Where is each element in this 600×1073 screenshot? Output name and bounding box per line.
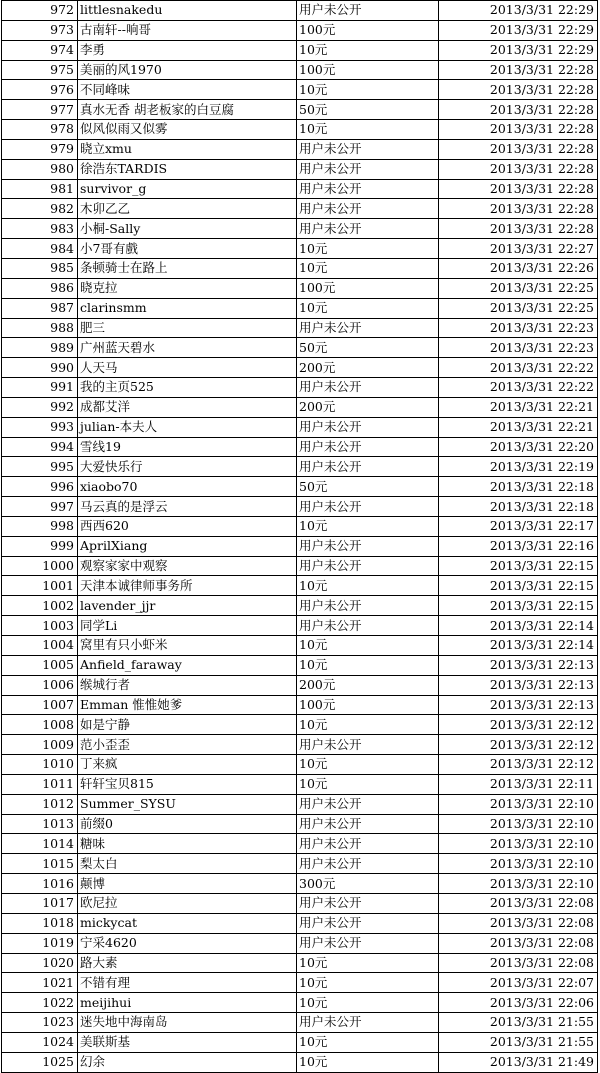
row-number-cell: 1015 xyxy=(2,854,78,874)
amount-cell: 10元 xyxy=(297,576,439,596)
timestamp-cell: 2013/3/31 21:55 xyxy=(439,1013,598,1033)
timestamp-cell: 2013/3/31 22:23 xyxy=(439,338,598,358)
timestamp-cell: 2013/3/31 21:49 xyxy=(439,1052,598,1072)
table-row xyxy=(2,814,598,834)
amount-cell: 10元 xyxy=(297,40,439,60)
row-number-cell: 1019 xyxy=(2,933,78,953)
donor-name-cell: 天津本诚律师事务所 xyxy=(78,576,297,596)
row-number-cell: 1004 xyxy=(2,636,78,656)
table-row xyxy=(2,278,598,298)
timestamp-cell: 2013/3/31 22:12 xyxy=(439,735,598,755)
donor-name-cell: 西西620 xyxy=(78,516,297,536)
table-row xyxy=(2,616,598,636)
table-row xyxy=(2,1052,598,1072)
timestamp-cell: 2013/3/31 22:21 xyxy=(439,417,598,437)
timestamp-cell: 2013/3/31 22:25 xyxy=(439,278,598,298)
row-number-cell: 1021 xyxy=(2,973,78,993)
table-row xyxy=(2,378,598,398)
table-row xyxy=(2,80,598,100)
donor-name-cell: 轩轩宝贝815 xyxy=(78,774,297,794)
table-row xyxy=(2,794,598,814)
amount-cell: 50元 xyxy=(297,477,439,497)
timestamp-cell: 2013/3/31 22:12 xyxy=(439,715,598,735)
donor-name-cell: 宁采4620 xyxy=(78,933,297,953)
row-number-cell: 1003 xyxy=(2,616,78,636)
amount-cell: 100元 xyxy=(297,695,439,715)
timestamp-cell: 2013/3/31 22:22 xyxy=(439,378,598,398)
table-row xyxy=(2,556,598,576)
row-number-cell: 972 xyxy=(2,1,78,21)
table-row xyxy=(2,1013,598,1033)
amount-cell: 用户未公开 xyxy=(297,556,439,576)
amount-cell: 10元 xyxy=(297,636,439,656)
row-number-cell: 1025 xyxy=(2,1052,78,1072)
timestamp-cell: 2013/3/31 22:27 xyxy=(439,239,598,259)
amount-cell: 用户未公开 xyxy=(297,378,439,398)
amount-cell: 10元 xyxy=(297,239,439,259)
row-number-cell: 998 xyxy=(2,516,78,536)
row-number-cell: 973 xyxy=(2,20,78,40)
table-row xyxy=(2,139,598,159)
timestamp-cell: 2013/3/31 22:13 xyxy=(439,675,598,695)
row-number-cell: 1000 xyxy=(2,556,78,576)
table-row xyxy=(2,40,598,60)
row-number-cell: 1017 xyxy=(2,893,78,913)
table-row xyxy=(2,338,598,358)
row-number-cell: 1007 xyxy=(2,695,78,715)
donor-name-cell: 糖味 xyxy=(78,834,297,854)
timestamp-cell: 2013/3/31 22:10 xyxy=(439,794,598,814)
table-row xyxy=(2,437,598,457)
row-number-cell: 996 xyxy=(2,477,78,497)
row-number-cell: 1013 xyxy=(2,814,78,834)
timestamp-cell: 2013/3/31 22:21 xyxy=(439,397,598,417)
amount-cell: 10元 xyxy=(297,953,439,973)
timestamp-cell: 2013/3/31 22:10 xyxy=(439,814,598,834)
row-number-cell: 984 xyxy=(2,239,78,259)
table-row xyxy=(2,159,598,179)
row-number-cell: 979 xyxy=(2,139,78,159)
amount-cell: 100元 xyxy=(297,278,439,298)
timestamp-cell: 2013/3/31 22:12 xyxy=(439,755,598,775)
timestamp-cell: 2013/3/31 22:08 xyxy=(439,893,598,913)
table-row xyxy=(2,933,598,953)
table-row xyxy=(2,1032,598,1052)
donor-name-cell: 古南轩--响哥 xyxy=(78,20,297,40)
donor-name-cell: 条顿骑士在路上 xyxy=(78,258,297,278)
donor-name-cell: meijihui xyxy=(78,993,297,1013)
amount-cell: 10元 xyxy=(297,973,439,993)
timestamp-cell: 2013/3/31 22:16 xyxy=(439,536,598,556)
amount-cell: 用户未公开 xyxy=(297,536,439,556)
amount-cell: 10元 xyxy=(297,1032,439,1052)
timestamp-cell: 2013/3/31 22:29 xyxy=(439,1,598,21)
row-number-cell: 988 xyxy=(2,318,78,338)
donor-name-cell: 小7哥有戲 xyxy=(78,239,297,259)
timestamp-cell: 2013/3/31 22:28 xyxy=(439,159,598,179)
amount-cell: 用户未公开 xyxy=(297,933,439,953)
row-number-cell: 974 xyxy=(2,40,78,60)
row-number-cell: 978 xyxy=(2,120,78,140)
donor-name-cell: 似风似雨又似雾 xyxy=(78,120,297,140)
table-row xyxy=(2,219,598,239)
table-row xyxy=(2,854,598,874)
donor-name-cell: 晓克拉 xyxy=(78,278,297,298)
table-row xyxy=(2,1,598,21)
timestamp-cell: 2013/3/31 22:06 xyxy=(439,993,598,1013)
timestamp-cell: 2013/3/31 22:08 xyxy=(439,953,598,973)
donor-name-cell: 观察家家中观察 xyxy=(78,556,297,576)
amount-cell: 50元 xyxy=(297,338,439,358)
amount-cell: 100元 xyxy=(297,60,439,80)
row-number-cell: 1009 xyxy=(2,735,78,755)
amount-cell: 用户未公开 xyxy=(297,139,439,159)
timestamp-cell: 2013/3/31 22:20 xyxy=(439,437,598,457)
timestamp-cell: 2013/3/31 22:28 xyxy=(439,100,598,120)
table-row xyxy=(2,893,598,913)
amount-cell: 100元 xyxy=(297,20,439,40)
table-row xyxy=(2,913,598,933)
timestamp-cell: 2013/3/31 22:29 xyxy=(439,40,598,60)
table-row xyxy=(2,239,598,259)
timestamp-cell: 2013/3/31 22:28 xyxy=(439,80,598,100)
donor-name-cell: 不同峰味 xyxy=(78,80,297,100)
row-number-cell: 976 xyxy=(2,80,78,100)
donor-name-cell: Anfield_faraway xyxy=(78,655,297,675)
row-number-cell: 1001 xyxy=(2,576,78,596)
donor-name-cell: Emman 惟惟她爹 xyxy=(78,695,297,715)
donor-name-cell: 缑城行者 xyxy=(78,675,297,695)
row-number-cell: 1010 xyxy=(2,755,78,775)
amount-cell: 用户未公开 xyxy=(297,913,439,933)
donor-name-cell: 前缀0 xyxy=(78,814,297,834)
amount-cell: 10元 xyxy=(297,80,439,100)
row-number-cell: 1016 xyxy=(2,874,78,894)
timestamp-cell: 2013/3/31 22:26 xyxy=(439,258,598,278)
amount-cell: 用户未公开 xyxy=(297,199,439,219)
row-number-cell: 1011 xyxy=(2,774,78,794)
amount-cell: 10元 xyxy=(297,774,439,794)
donor-name-cell: Summer_SYSU xyxy=(78,794,297,814)
timestamp-cell: 2013/3/31 22:23 xyxy=(439,318,598,338)
table-row xyxy=(2,636,598,656)
amount-cell: 用户未公开 xyxy=(297,854,439,874)
donor-name-cell: lavender_jjr xyxy=(78,596,297,616)
row-number-cell: 1014 xyxy=(2,834,78,854)
table-row xyxy=(2,675,598,695)
table-row xyxy=(2,20,598,40)
timestamp-cell: 2013/3/31 22:13 xyxy=(439,655,598,675)
row-number-cell: 999 xyxy=(2,536,78,556)
amount-cell: 200元 xyxy=(297,397,439,417)
table-row xyxy=(2,973,598,993)
donor-name-cell: 迷失地中海南岛 xyxy=(78,1013,297,1033)
row-number-cell: 993 xyxy=(2,417,78,437)
timestamp-cell: 2013/3/31 22:18 xyxy=(439,477,598,497)
row-number-cell: 1024 xyxy=(2,1032,78,1052)
table-row xyxy=(2,755,598,775)
donor-name-cell: 徐浩东TARDIS xyxy=(78,159,297,179)
table-row xyxy=(2,60,598,80)
amount-cell: 10元 xyxy=(297,655,439,675)
donor-name-cell: 肥三 xyxy=(78,318,297,338)
amount-cell: 用户未公开 xyxy=(297,735,439,755)
amount-cell: 用户未公开 xyxy=(297,814,439,834)
table-row xyxy=(2,953,598,973)
timestamp-cell: 2013/3/31 22:13 xyxy=(439,695,598,715)
amount-cell: 用户未公开 xyxy=(297,497,439,517)
donor-name-cell: 我的主页525 xyxy=(78,378,297,398)
timestamp-cell: 2013/3/31 22:10 xyxy=(439,874,598,894)
amount-cell: 10元 xyxy=(297,516,439,536)
table-row xyxy=(2,397,598,417)
row-number-cell: 1005 xyxy=(2,655,78,675)
table-row xyxy=(2,179,598,199)
table-row xyxy=(2,318,598,338)
donor-name-cell: mickycat xyxy=(78,913,297,933)
row-number-cell: 989 xyxy=(2,338,78,358)
donor-name-cell: 范小歪歪 xyxy=(78,735,297,755)
row-number-cell: 1012 xyxy=(2,794,78,814)
timestamp-cell: 2013/3/31 22:10 xyxy=(439,854,598,874)
donor-name-cell: 同学Li xyxy=(78,616,297,636)
row-number-cell: 980 xyxy=(2,159,78,179)
amount-cell: 用户未公开 xyxy=(297,596,439,616)
donor-name-cell: 丁来疯 xyxy=(78,755,297,775)
donor-name-cell: xiaobo70 xyxy=(78,477,297,497)
amount-cell: 10元 xyxy=(297,715,439,735)
table-row xyxy=(2,199,598,219)
table-row xyxy=(2,874,598,894)
amount-cell: 用户未公开 xyxy=(297,1,439,21)
amount-cell: 10元 xyxy=(297,120,439,140)
timestamp-cell: 2013/3/31 22:14 xyxy=(439,616,598,636)
table-row xyxy=(2,735,598,755)
donor-name-cell: 美丽的风1970 xyxy=(78,60,297,80)
row-number-cell: 983 xyxy=(2,219,78,239)
timestamp-cell: 2013/3/31 22:07 xyxy=(439,973,598,993)
table-row xyxy=(2,715,598,735)
amount-cell: 用户未公开 xyxy=(297,794,439,814)
table-row xyxy=(2,655,598,675)
timestamp-cell: 2013/3/31 22:18 xyxy=(439,497,598,517)
donor-name-cell: 雪线19 xyxy=(78,437,297,457)
donor-name-cell: 幻余 xyxy=(78,1052,297,1072)
row-number-cell: 1002 xyxy=(2,596,78,616)
donor-name-cell: 颠博 xyxy=(78,874,297,894)
timestamp-cell: 2013/3/31 22:28 xyxy=(439,120,598,140)
row-number-cell: 975 xyxy=(2,60,78,80)
timestamp-cell: 2013/3/31 22:14 xyxy=(439,636,598,656)
table-body xyxy=(2,1,598,1073)
timestamp-cell: 2013/3/31 22:11 xyxy=(439,774,598,794)
amount-cell: 200元 xyxy=(297,358,439,378)
timestamp-cell: 2013/3/31 22:28 xyxy=(439,139,598,159)
timestamp-cell: 2013/3/31 22:08 xyxy=(439,933,598,953)
amount-cell: 用户未公开 xyxy=(297,834,439,854)
amount-cell: 10元 xyxy=(297,258,439,278)
table-row xyxy=(2,516,598,536)
amount-cell: 用户未公开 xyxy=(297,159,439,179)
table-row xyxy=(2,497,598,517)
table-row xyxy=(2,834,598,854)
amount-cell: 用户未公开 xyxy=(297,893,439,913)
row-number-cell: 986 xyxy=(2,278,78,298)
row-number-cell: 997 xyxy=(2,497,78,517)
donor-name-cell: 不错有理 xyxy=(78,973,297,993)
row-number-cell: 977 xyxy=(2,100,78,120)
timestamp-cell: 2013/3/31 22:15 xyxy=(439,556,598,576)
donor-name-cell: 梨太白 xyxy=(78,854,297,874)
timestamp-cell: 2013/3/31 22:22 xyxy=(439,358,598,378)
donor-name-cell: 美联斯基 xyxy=(78,1032,297,1052)
amount-cell: 用户未公开 xyxy=(297,179,439,199)
table-row xyxy=(2,457,598,477)
timestamp-cell: 2013/3/31 22:28 xyxy=(439,60,598,80)
donor-name-cell: 马云真的是浮云 xyxy=(78,497,297,517)
timestamp-cell: 2013/3/31 22:19 xyxy=(439,457,598,477)
timestamp-cell: 2013/3/31 22:08 xyxy=(439,913,598,933)
amount-cell: 300元 xyxy=(297,874,439,894)
amount-cell: 200元 xyxy=(297,675,439,695)
amount-cell: 10元 xyxy=(297,1052,439,1072)
row-number-cell: 1018 xyxy=(2,913,78,933)
amount-cell: 用户未公开 xyxy=(297,1013,439,1033)
amount-cell: 10元 xyxy=(297,298,439,318)
amount-cell: 10元 xyxy=(297,755,439,775)
donor-name-cell: 人天马 xyxy=(78,358,297,378)
donor-name-cell: survivor_g xyxy=(78,179,297,199)
table-row xyxy=(2,120,598,140)
donor-name-cell: 晓立xmu xyxy=(78,139,297,159)
table-row xyxy=(2,536,598,556)
donor-name-cell: 路大素 xyxy=(78,953,297,973)
donor-name-cell: 真水无香 胡老板家的白豆腐 xyxy=(78,100,297,120)
amount-cell: 用户未公开 xyxy=(297,318,439,338)
table-row xyxy=(2,417,598,437)
donor-name-cell: littlesnakedu xyxy=(78,1,297,21)
donor-name-cell: julian-本夫人 xyxy=(78,417,297,437)
timestamp-cell: 2013/3/31 22:28 xyxy=(439,219,598,239)
row-number-cell: 1022 xyxy=(2,993,78,1013)
donor-name-cell: 如是宁静 xyxy=(78,715,297,735)
row-number-cell: 1020 xyxy=(2,953,78,973)
timestamp-cell: 2013/3/31 22:28 xyxy=(439,199,598,219)
timestamp-cell: 2013/3/31 21:55 xyxy=(439,1032,598,1052)
donor-name-cell: 广州蓝天碧水 xyxy=(78,338,297,358)
row-number-cell: 992 xyxy=(2,397,78,417)
timestamp-cell: 2013/3/31 22:17 xyxy=(439,516,598,536)
amount-cell: 10元 xyxy=(297,993,439,1013)
donor-name-cell: 小桐-Sally xyxy=(78,219,297,239)
donor-name-cell: 李勇 xyxy=(78,40,297,60)
amount-cell: 用户未公开 xyxy=(297,417,439,437)
donor-name-cell: 窝里有只小虾米 xyxy=(78,636,297,656)
row-number-cell: 1008 xyxy=(2,715,78,735)
amount-cell: 用户未公开 xyxy=(297,616,439,636)
timestamp-cell: 2013/3/31 22:15 xyxy=(439,596,598,616)
row-number-cell: 995 xyxy=(2,457,78,477)
timestamp-cell: 2013/3/31 22:25 xyxy=(439,298,598,318)
amount-cell: 用户未公开 xyxy=(297,219,439,239)
donor-name-cell: 大爱快乐行 xyxy=(78,457,297,477)
donor-name-cell: clarinsmm xyxy=(78,298,297,318)
timestamp-cell: 2013/3/31 22:29 xyxy=(439,20,598,40)
row-number-cell: 985 xyxy=(2,258,78,278)
row-number-cell: 1006 xyxy=(2,675,78,695)
donor-name-cell: 欧尼拉 xyxy=(78,893,297,913)
row-number-cell: 982 xyxy=(2,199,78,219)
donor-name-cell: AprilXiang xyxy=(78,536,297,556)
row-number-cell: 987 xyxy=(2,298,78,318)
row-number-cell: 1023 xyxy=(2,1013,78,1033)
donor-name-cell: 成都艾洋 xyxy=(78,397,297,417)
table-row xyxy=(2,993,598,1013)
row-number-cell: 991 xyxy=(2,378,78,398)
timestamp-cell: 2013/3/31 22:28 xyxy=(439,179,598,199)
table-row xyxy=(2,358,598,378)
timestamp-cell: 2013/3/31 22:10 xyxy=(439,834,598,854)
table-row xyxy=(2,258,598,278)
amount-cell: 用户未公开 xyxy=(297,457,439,477)
row-number-cell: 981 xyxy=(2,179,78,199)
table-row xyxy=(2,774,598,794)
row-number-cell: 990 xyxy=(2,358,78,378)
table-row xyxy=(2,298,598,318)
amount-cell: 50元 xyxy=(297,100,439,120)
row-number-cell: 994 xyxy=(2,437,78,457)
donation-table xyxy=(1,0,598,1073)
donor-name-cell: 木卯乙乙 xyxy=(78,199,297,219)
table-row xyxy=(2,576,598,596)
table-row xyxy=(2,695,598,715)
table-row xyxy=(2,100,598,120)
amount-cell: 用户未公开 xyxy=(297,437,439,457)
table-row xyxy=(2,596,598,616)
table-row xyxy=(2,477,598,497)
timestamp-cell: 2013/3/31 22:15 xyxy=(439,576,598,596)
